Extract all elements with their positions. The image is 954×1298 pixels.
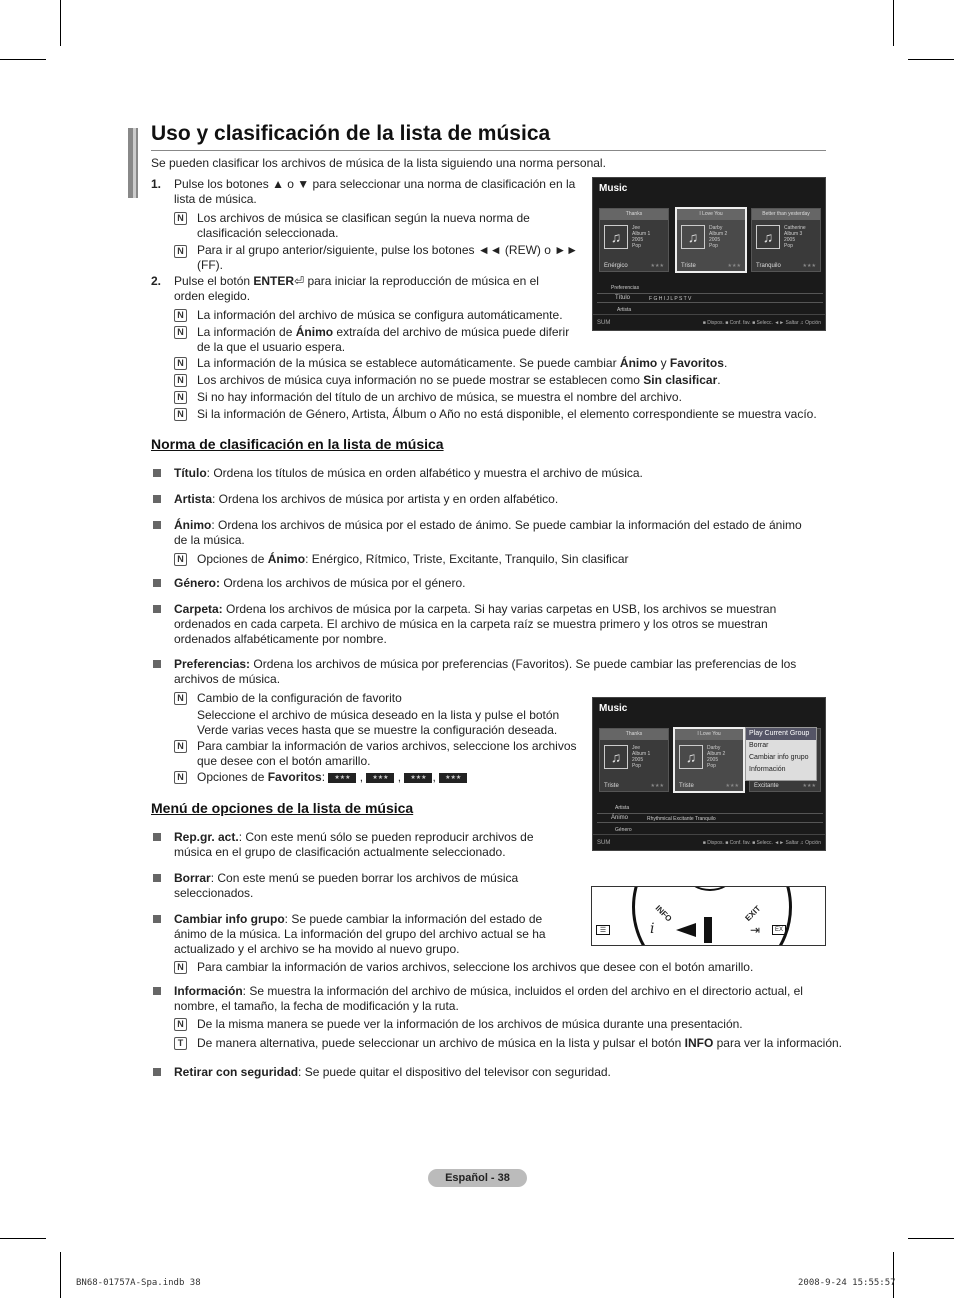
- music-note-icon: ♫: [604, 745, 628, 769]
- note-icon: N: [174, 212, 187, 225]
- note-text: Opciones de Ánimo: Enérgico, Rítmico, Triste, Excitante, Tranquilo, Sin clasificar: [197, 552, 629, 566]
- crop-mark: [893, 0, 894, 46]
- step-text: Pulse el botón ENTER⏎ para iniciar la reproducción de música en el: [174, 274, 539, 288]
- bullet-icon: [153, 915, 161, 923]
- note-text: La información de Ánimo extraída del archivo de música puede diferir: [197, 325, 570, 339]
- list-item: Cambiar info grupo: Se puede cambiar la información del estado de: [174, 912, 543, 926]
- music-note-icon: ♫: [756, 225, 780, 249]
- sort-prev: Artista: [615, 805, 630, 811]
- note-text: clasificación seleccionada.: [197, 226, 339, 240]
- list-item: Carpeta: Ordena los archivos de música por la carpeta. Si hay varias carpetas en USB, los archivos se muestran: [174, 602, 777, 616]
- list-item: Artista: Ordena los archivos de música por artista y en orden alfabético.: [174, 492, 559, 506]
- tip-icon: T: [174, 1037, 187, 1050]
- tv-screenshot-options: [592, 697, 826, 851]
- list-item: Ánimo: Ordena los archivos de música por el estado de ánimo. Se puede cambiar la información del estado de ánimo: [174, 518, 802, 532]
- crop-mark: [60, 0, 61, 46]
- bullet-icon: [153, 605, 161, 613]
- note-text: Los archivos de música cuya información no se puede mostrar se establecen como Sin clasificar.: [197, 373, 721, 387]
- file-name: BN68-01757A-Spa.indb 38: [76, 1278, 201, 1288]
- list-item-cont: ordenados en cada carpeta. El archivo de música en la carpeta raíz se muestra primero y los otros se muestran: [174, 617, 768, 631]
- music-note-icon: ♫: [679, 745, 703, 769]
- star-icon: ★★★: [727, 263, 741, 269]
- tv-screenshot-sorted: [592, 177, 826, 331]
- exit-box-icon: EX: [772, 925, 786, 935]
- list-item: Retirar con seguridad: Se puede quitar el dispositivo del televisor con seguridad.: [174, 1065, 611, 1079]
- note-icon: N: [174, 391, 187, 404]
- list-item-cont: ánimo de la música. La información del grupo del archivo actual se ha: [174, 927, 546, 941]
- options-popup: [745, 727, 817, 781]
- note-icon: N: [174, 771, 187, 784]
- left-arrow-icon: [676, 923, 696, 937]
- status-bar: SUM ■ Dispos. ■ Conf. fav. ■ Selecc. ◄► Saltar ♫ Opción: [593, 314, 825, 330]
- page-title: Uso y clasificación de la lista de música: [151, 122, 551, 145]
- title-divider: [151, 150, 826, 151]
- list-item-cont: archivos de música.: [174, 672, 281, 686]
- crop-mark: [60, 1252, 61, 1298]
- sort-moods: Rhythmical Excitante Tranquilo: [647, 816, 716, 822]
- star-icon: ★★★: [802, 783, 816, 789]
- note-text: De la misma manera se puede ver la información de los archivos de música durante una presentación.: [197, 1017, 743, 1031]
- note-icon: N: [174, 245, 187, 258]
- star-icon: ★★★: [366, 773, 394, 783]
- note-icon: N: [174, 326, 187, 339]
- bullet-icon: [153, 579, 161, 587]
- crop-mark: [908, 59, 954, 60]
- timestamp: 2008-9-24 15:55:57: [798, 1278, 896, 1288]
- remote-dpad-ring: [632, 886, 792, 946]
- sort-next: Artista: [617, 307, 632, 313]
- bullet-icon: [153, 1068, 161, 1076]
- bullet-icon: [153, 495, 161, 503]
- note-icon: N: [174, 309, 187, 322]
- bullet-icon: [153, 469, 161, 477]
- note-text: que desee con el botón amarillo.: [197, 754, 371, 768]
- list-item-cont: nombre, el tamaño, la fecha de modificación y la ruta.: [174, 999, 459, 1013]
- info-button-label: INFO: [653, 903, 674, 924]
- list-item: Información: Se muestra la información del archivo de música, incluidos el orden del archivo en el directorio actual, el: [174, 984, 803, 998]
- note-text: Si la información de Género, Artista, Álbum o Año no está disponible, el elemento correspondiente se muestra vacío.: [197, 407, 817, 421]
- list-item-cont: ordenados alfabéticamente por nombre.: [174, 632, 387, 646]
- note-text: De manera alternativa, puede seleccionar un archivo de música en la lista y pulsar el botón INFO para ver la información.: [197, 1036, 843, 1050]
- remote-button: [704, 917, 712, 943]
- note-text: (FF).: [197, 258, 223, 272]
- star-icon: ★★★: [650, 263, 664, 269]
- note-text: Para cambiar la información de varios archivos, seleccione los archivos: [197, 739, 577, 753]
- list-item-cont: seleccionados.: [174, 886, 254, 900]
- note-text: Seleccione el archivo de música deseado en la lista y pulse el botón: [197, 708, 560, 722]
- list-item: Preferencias: Ordena los archivos de música por preferencias (Favoritos). Se puede cambiar las preferencias de los: [174, 657, 797, 671]
- star-icon: ★★★: [725, 783, 739, 789]
- music-card-selected: I Love You ♫ Darby Album 2 2005 Pop Triste ★★★: [675, 207, 747, 273]
- note-icon: N: [174, 692, 187, 705]
- list-item-cont: de la música.: [174, 533, 245, 547]
- sort-next: Género: [615, 827, 632, 833]
- list-item: Borrar: Con este menú se pueden borrar los archivos de música: [174, 871, 519, 885]
- note-text: La información de la música se establece automáticamente. Se puede cambiar Ánimo y Favoritos.: [197, 356, 728, 370]
- step-text: Pulse los botones ▲ o ▼ para seleccionar una norma de clasificación en la: [174, 177, 576, 191]
- note-icon: N: [174, 961, 187, 974]
- note-text: Opciones de Favoritos: ★★★ , ★★★ , ★★★ , ★★★: [197, 770, 467, 785]
- screen-title: Music: [599, 183, 628, 194]
- music-card: Better than yesterday ♫ Catherine Album 3 2005 Pop Tranquilo ★★★: [751, 208, 821, 272]
- note-text: Si no hay información del título de un archivo de música, se muestra el nombre del archivo.: [197, 390, 682, 404]
- note-icon: N: [174, 408, 187, 421]
- screen-title: Music: [599, 703, 628, 714]
- sort-current: Título: [615, 295, 631, 301]
- note-text: de la que el usuario espera.: [197, 340, 346, 354]
- bullet-icon: [153, 987, 161, 995]
- step-text: orden elegido.: [174, 289, 251, 303]
- star-icon: ★★★: [439, 773, 467, 783]
- music-note-icon: ♫: [681, 225, 705, 249]
- popup-item[interactable]: Borrar: [749, 742, 769, 749]
- bullet-icon: [153, 874, 161, 882]
- remote-control-illustration: [591, 886, 826, 946]
- popup-item[interactable]: Información: [749, 766, 786, 773]
- crop-mark: [0, 59, 46, 60]
- step-number: 1.: [151, 177, 162, 191]
- note-text: Para ir al grupo anterior/siguiente, pulse los botones ◄◄ (REW) o ►►: [197, 243, 579, 257]
- list-item-cont: actualizado y el archivo se ha movido al nuevo grupo.: [174, 942, 460, 956]
- sort-bar: [597, 293, 823, 303]
- note-icon: N: [174, 1018, 187, 1031]
- music-card: Thanks ♫ Jee Album 1 2005 Pop Enérgico ★★★: [599, 208, 669, 272]
- section-heading: Menú de opciones de la lista de música: [151, 800, 414, 816]
- note-icon: N: [174, 740, 187, 753]
- info-icon: i: [650, 921, 655, 937]
- sort-current: Ánimo: [611, 815, 629, 821]
- step-text: lista de música.: [174, 192, 257, 206]
- star-icon: ★★★: [404, 773, 432, 783]
- popup-item[interactable]: Cambiar info grupo: [749, 754, 809, 761]
- star-icon: ★★★: [802, 263, 816, 269]
- list-item: Género: Ordena los archivos de música por el género.: [174, 576, 466, 590]
- section-heading: Norma de clasificación en la lista de música: [151, 436, 444, 452]
- note-text: Cambio de la configuración de favorito: [197, 691, 402, 705]
- music-note-icon: ♫: [604, 225, 628, 249]
- step-number: 2.: [151, 274, 162, 288]
- music-card: Excitante ★★★: [749, 728, 821, 792]
- note-text: Para cambiar la información de varios archivos, seleccione los archivos que desee con el botón amarillo.: [197, 960, 754, 974]
- bullet-icon: [153, 660, 161, 668]
- bullet-icon: [153, 833, 161, 841]
- crop-mark: [893, 1252, 894, 1298]
- star-icon: ★★★: [650, 783, 664, 789]
- exit-icon: ⇥: [750, 923, 761, 937]
- crop-mark: [908, 1238, 954, 1239]
- intro-text: Se pueden clasificar los archivos de música de la lista siguiendo una norma personal.: [151, 156, 606, 170]
- note-icon: N: [174, 357, 187, 370]
- bullet-icon: [153, 521, 161, 529]
- sort-letters: F G H I J L P S T V: [649, 296, 692, 302]
- enter-icon: ⏎: [294, 274, 305, 288]
- page-number: Español - 38: [428, 1169, 527, 1187]
- note-text: Verde varias veces hasta que se muestre la configuración deseada.: [197, 723, 558, 737]
- menu-icon: ☰: [596, 925, 610, 935]
- sort-prev: Preferencias: [611, 285, 640, 291]
- note-icon: N: [174, 374, 187, 387]
- music-card-selected: I Love You ♫ Darby Album 2 2005 Pop Triste ★★★: [673, 727, 745, 793]
- crop-mark: [0, 1238, 46, 1239]
- list-item: Rep.gr. act.: Con este menú sólo se pueden reproducir archivos de: [174, 830, 534, 844]
- status-bar: SUM ■ Dispos. ■ Conf. fav. ■ Selecc. ◄► Saltar ♫ Opción: [593, 834, 825, 850]
- music-card: Thanks ♫ Jee Album 1 2005 Pop Triste ★★★: [599, 728, 669, 792]
- note-text: La información del archivo de música se configura automáticamente.: [197, 308, 563, 322]
- note-icon: N: [174, 553, 187, 566]
- note-text: Los archivos de música se clasifican según la nueva norma de: [197, 211, 530, 225]
- star-icon: ★★★: [328, 773, 356, 783]
- title-accent-bar: [133, 128, 136, 198]
- list-item: Título: Ordena los títulos de música en orden alfabético y muestra el archivo de música.: [174, 466, 643, 480]
- list-item-cont: música en el grupo de clasificación actualmente seleccionado.: [174, 845, 506, 859]
- popup-item[interactable]: Play Current Group: [746, 728, 816, 740]
- exit-button-label: EXIT: [743, 904, 763, 923]
